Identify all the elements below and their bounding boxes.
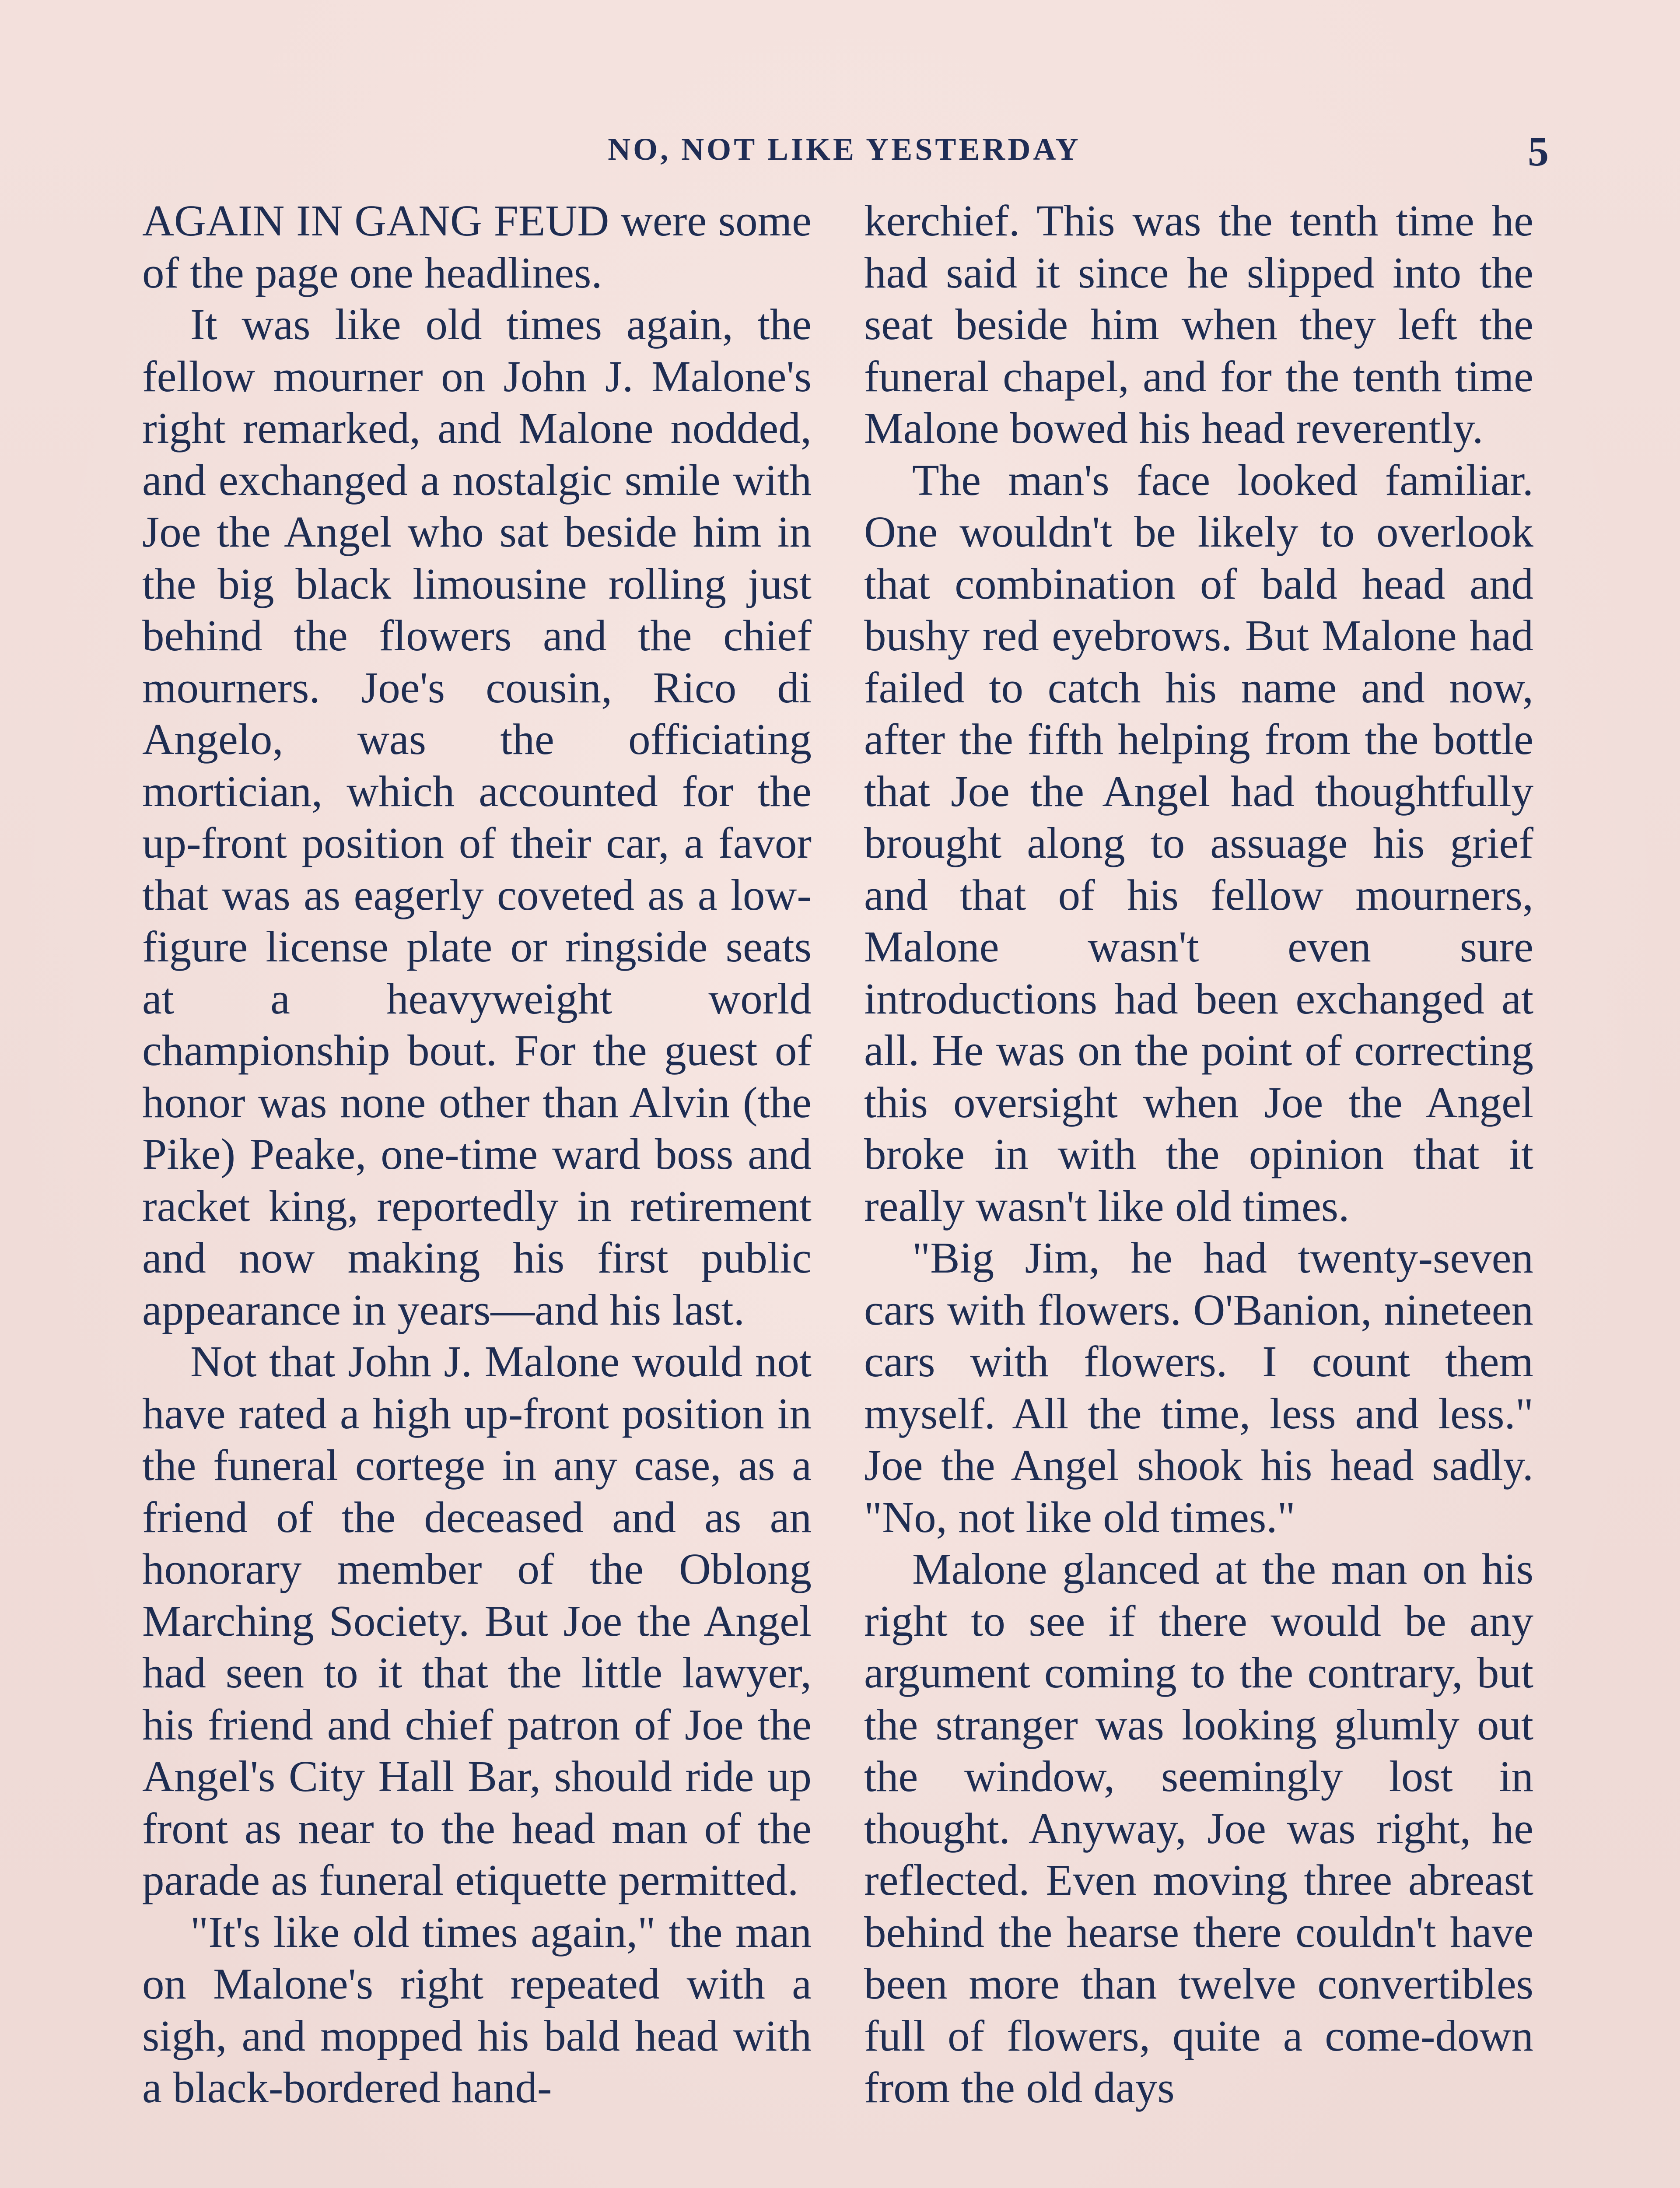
paragraph: "It's like old times again," the man on Malone's right repeated with a sigh, and mopped his bald head with a black-bordered hand- [142,1907,812,2112]
paragraph: The man's face looked familiar. One wouldn't be likely to overlook that combination of bald head and bushy red eyebrows. But Malone had failed to catch his name and now, after the fifth helping from the bottle that Joe the Angel had thoughtfully brought along to assuage his grief and that of his fellow mourners, Malone wasn't even sure introductions had been exchanged at all. He was on the point of correcting this oversight when Joe the Angel broke in with the opinion that it really wasn't like old times. [864,455,1533,1231]
paragraph: kerchief. This was the tenth time he had said it since he slipped into the seat beside him when they left the funeral chapel, and for the tenth time Malone bowed his head reverently. [864,196,1533,452]
paragraph: Not that John J. Malone would not have rated a high up-front position in the funeral cortege in any case, as a friend of the deceased and as an honorary member of the Oblong Marching Society. But Joe the Angel had seen to it that the little lawyer, his friend and chief patron of Joe the Angel's City Hall Bar, should ride up front as near to the head man of the parade as funeral etiquette permitted. [142,1337,812,1904]
running-title: NO, NOT LIKE YESTERDAY [608,132,1081,167]
paragraph: "Big Jim, he had twenty-seven cars with flowers. O'Banion, nineteen cars with flowers. I count them myself. All the time, less and less." Joe the Angel shook his head sadly. "No, not like old times." [864,1233,1533,1542]
paragraph: AGAIN IN GANG FEUD were some of the page one headlines. [142,196,812,297]
page-number: 5 [1528,128,1549,175]
paragraph: Malone glanced at the man on his right to see if there would be any argument coming to the contrary, but the stranger was looking glumly out the window, seemingly lost in thought. Anyway, Joe was right, he reflected. Even moving three abreast behind the hearse there couldn't have been more than twelve convertibles full of flowers, quite a come-down from the old days [864,1544,1533,2112]
paragraph: It was like old times again, the fellow mourner on John J. Malone's right remarked, and Malone nodded, and exchanged a nostalgic smile with Joe the Angel who sat beside him in the big black limousine rolling just behind the flowers and the chief mourners. Joe's cousin, Rico di Angelo, was the officiating mortician, which accounted for the up-front position of their car, a favor that was as eagerly coveted as a low-figure license plate or ringside seats at a heavyweight world championship bout. For the guest of honor was none other than Alvin (the Pike) Peake, one-time ward boss and racket king, reportedly in retirement and now making his first public appearance in years—and his last. [142,300,812,1334]
left-column [142,195,812,2114]
right-column [864,195,1533,2114]
